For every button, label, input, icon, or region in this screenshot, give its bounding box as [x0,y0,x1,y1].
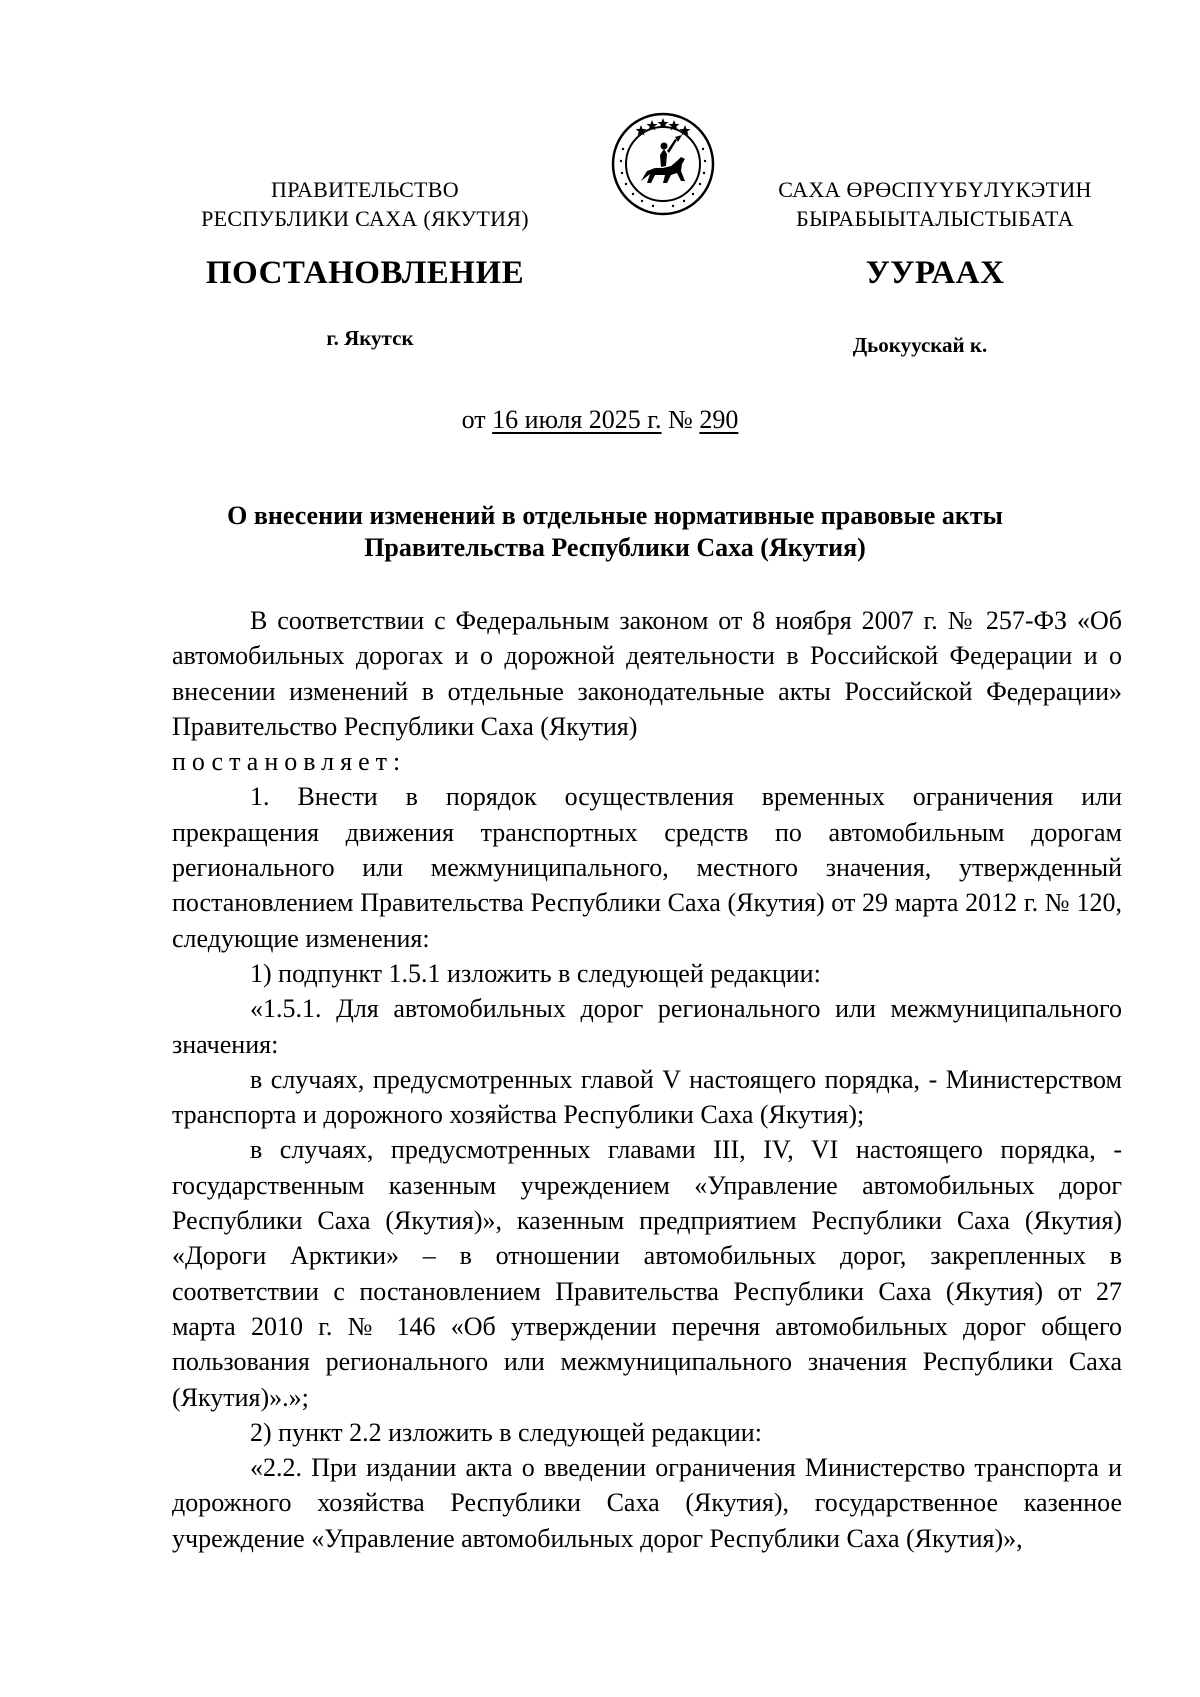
header-right-line1: САХА ӨРӨСПҮҮБҮЛҮКЭТИН [778,177,1092,202]
dateline-number: 290 [699,405,739,434]
header-left-block [150,175,580,233]
dateline-prefix: от [461,405,493,434]
document-title [150,500,1080,564]
header-left-line1: ПРАВИТЕЛЬСТВО [271,177,459,202]
paragraph-preamble [172,603,1122,744]
dateline-number-prefix: № [661,405,700,434]
doc-type-sakha: УУРААХ [865,255,1005,291]
paragraph-subitem-1: 1) подпункт 1.5.1 изложить в следующей редакции: [250,958,821,988]
title-line1: О внесении изменений в отдельные нормативные правовые акты [227,501,1003,530]
paragraph-quote-2-2: «2.2. При издании акта о введении ограничения Министерство транспорта и дорожного хозяйства Республики Саха (Якутия), государственное казенное учреждение «Управление автомобильных дорог Республики Саха (Якутия)», [172,1453,1122,1553]
city-sakha: Дьокуускай к. [852,333,988,357]
paragraph-item-1: 1. Внести в порядок осуществления временных ограничения или прекращения движения транспортных средств по автомобильным дорогам регионального или межмуниципального, местного значения, утвержденный постановлением Правительства Республики Саха (Якутия) от 29 марта 2012 г. № 120, следующие изменения: [172,782,1122,953]
coat-of-arms-emblem [611,111,715,217]
dateline [0,405,1200,435]
document-body [172,603,1122,1556]
title-line2: Правительства Республики Саха (Якутия) [364,533,866,562]
paragraph-case-ch3-4-6: в случаях, предусмотренных главами III, IV, VI настоящего порядка, - государственным казенным учреждением «Управление автомобильных дорог Республики Саха (Якутия)», казенным предприятием Республики Саха (Якутия) «Дороги Арктики» – в отношении автомобильных дорог, закрепленных в соответствии с постановлением Правительства Республики Саха (Якутия) от 27 марта 2010 г. № 146 «Об утверждении перечня автомобильных дорог общего пользования регионального или межмуниципального значения Республики Саха (Якутия)».»; [172,1135,1122,1412]
city-ru: г. Якутск [326,326,414,350]
header-right-block [735,175,1135,233]
header-left-line2: РЕСПУБЛИКИ САХА (ЯКУТИЯ) [201,206,529,231]
dateline-date: 16 июля 2025 г. [492,405,662,434]
preamble-text: В соответствии с Федеральным законом от 8 ноября 2007 г. № 257-ФЗ «Об автомобильных дорогах и о дорожной деятельности в Российской Федерации и о внесении изменений в отдельные законодательные акты Российской Федерации» Правительство Республики Саха (Якутия) [172,606,1122,741]
paragraph-resolves [172,744,1122,779]
paragraph-subitem-2: 2) пункт 2.2 изложить в следующей редакции: [250,1417,762,1447]
resolves-word: постановляет: [172,747,407,777]
doc-type-ru: ПОСТАНОВЛЕНИЕ [205,255,525,291]
header-right-line2: БЫРАБЫЫТАЛЫСТЫБАТА [796,206,1074,231]
paragraph-case-ch5: в случаях, предусмотренных главой V настоящего порядка, - Министерством транспорта и дорожного хозяйства Республики Саха (Якутия); [172,1064,1122,1130]
paragraph-quote-1-5-1: «1.5.1. Для автомобильных дорог регионального или межмуниципального значения: [172,994,1122,1059]
